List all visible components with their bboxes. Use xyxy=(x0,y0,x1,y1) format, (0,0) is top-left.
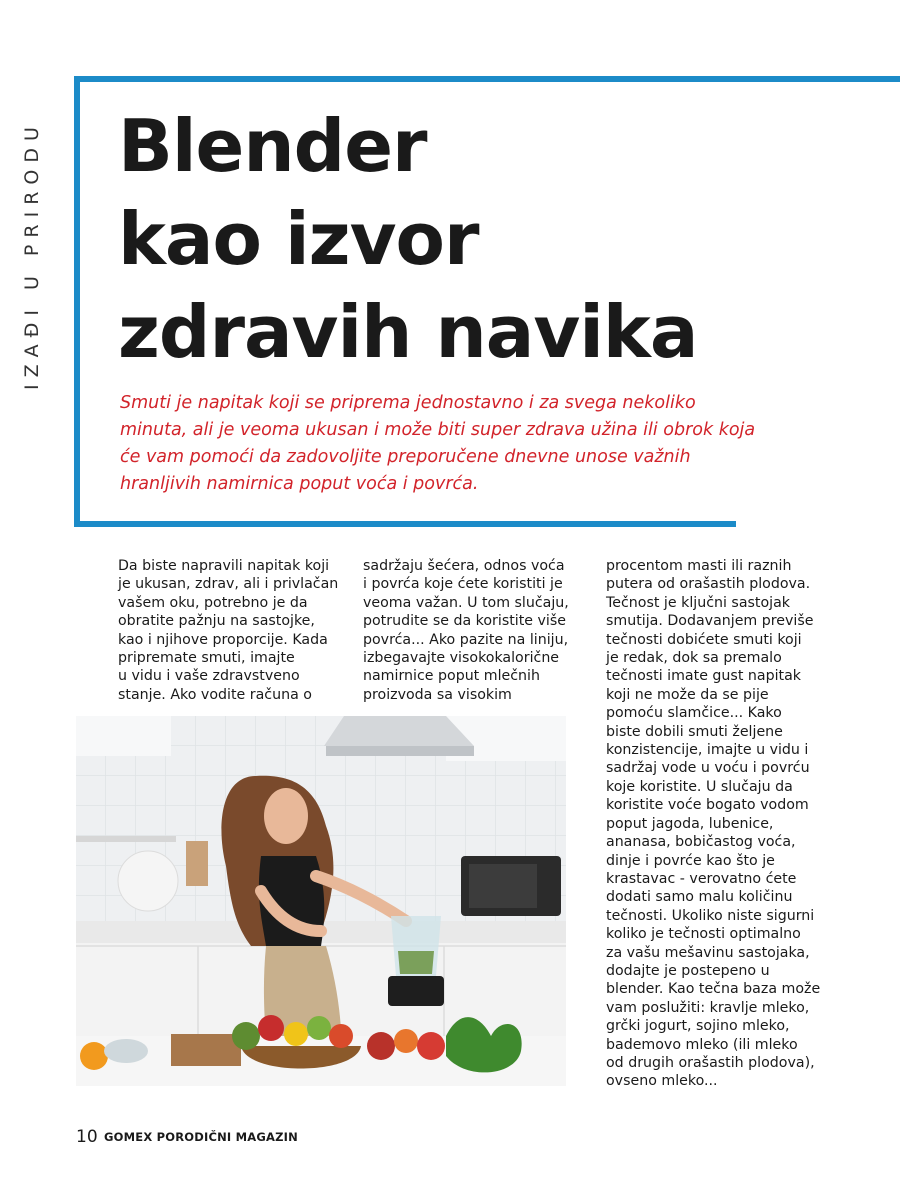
body-text-line: koje koristite. U slučaju da xyxy=(606,778,793,795)
body-text-line: ovseno mleko... xyxy=(606,1073,718,1090)
frame-top-bar xyxy=(74,76,900,82)
body-text-line: u vidu i vaše zdravstveno xyxy=(118,668,300,685)
body-text-line: biste dobili smuti željene xyxy=(606,723,783,740)
body-text-line: potrudite se da koristite više xyxy=(363,613,566,630)
body-text-line: povrća... Ako pazite na liniju, xyxy=(363,631,569,648)
body-text-line: proizvoda sa visokim xyxy=(363,686,512,703)
title-line: kao izvor xyxy=(118,197,479,281)
lead-paragraph: Smuti je napitak koji se priprema jednostavno i za svega nekoliko minuta, ali je veoma ukusan i može biti super zdrava užina ili obrok koja će vam pomoći da zadovoljite preporučene dnevne unose važnih hranljivih namirnica poput voća i povrća. xyxy=(120,393,756,494)
body-text-line: pripremate smuti, imajte xyxy=(118,650,295,667)
body-text-line: sadržaju šećera, odnos voća xyxy=(363,558,565,574)
body-text-line: sadržaj vode u voću i povrću xyxy=(606,760,810,777)
body-text-line: i povrća koje ćete koristiti je xyxy=(363,576,563,593)
body-text-line: krastavac - verovatno ćete xyxy=(606,870,797,887)
body-text-line: koristite voće bogato vodom xyxy=(606,797,809,814)
woman-blender-illustration xyxy=(76,716,566,1086)
title-line: zdravih navika xyxy=(118,290,698,374)
title-line: Blender xyxy=(118,104,427,188)
body-text-line: bademovo mleko (ili mleko xyxy=(606,1036,798,1053)
body-text-line: grčki jogurt, sojino mleko, xyxy=(606,1018,790,1035)
magazine-name: GOMEX PORODIČNI MAGAZIN xyxy=(104,1130,298,1144)
page-number: 10 xyxy=(76,1127,98,1147)
body-text-line: je redak, dok sa premalo xyxy=(606,650,782,667)
frame-bottom-bar xyxy=(74,521,736,527)
body-text-line: dinje i povrće kao što je xyxy=(606,852,775,869)
body-text-line: stanje. Ako vodite računa o xyxy=(118,686,312,703)
body-text-line: izbegavajte visokokalorične xyxy=(363,650,560,667)
body-text-line: koliko je tečnosti optimalno xyxy=(606,926,801,943)
body-text-line: tečnosti. Ukoliko niste sigurni xyxy=(606,907,815,924)
kitchen-photo xyxy=(76,716,566,1086)
text-column-2 xyxy=(363,557,569,704)
article-title xyxy=(118,100,878,379)
section-label: IZAĐI U PRIRODU xyxy=(21,120,43,390)
body-text-line: namirnice poput mlečnih xyxy=(363,668,540,685)
body-text-line: vam poslužiti: kravlje mleko, xyxy=(606,999,810,1016)
body-text-line: dodati samo malu količinu xyxy=(606,889,793,906)
body-text-line: dodajte je postepeno u xyxy=(606,962,770,979)
body-text-line: od drugih orašastih plodova), xyxy=(606,1054,815,1071)
text-column-3 xyxy=(606,557,820,1091)
body-text-line: procentom masti ili raznih xyxy=(606,558,792,574)
body-text-line: poput jagoda, lubenice, xyxy=(606,815,774,832)
text-column-1 xyxy=(118,557,338,704)
body-text-line: putera od orašastih plodova. xyxy=(606,576,811,593)
frame-left-bar xyxy=(74,76,80,527)
body-text-line: obratite pažnju na sastojke, xyxy=(118,613,315,630)
body-text-line: je ukusan, zdrav, ali i privlačan xyxy=(118,576,339,593)
body-text-line: koji ne može da se pije xyxy=(606,686,769,703)
body-text-line: tečnosti imate gust napitak xyxy=(606,668,801,685)
body-text-line: kao i njihove proporcije. Kada xyxy=(118,631,328,648)
body-text-line: Tečnost je ključni sastojak xyxy=(606,594,791,611)
body-text-line: pomoću slamčice... Kako xyxy=(606,705,782,722)
body-text-line: smutija. Dodavanjem previše xyxy=(606,613,814,630)
body-text-line: vašem oku, potrebno je da xyxy=(118,594,308,611)
body-text-line: ananasa, bobičastog voća, xyxy=(606,834,796,851)
body-text-line: Da biste napravili napitak koji xyxy=(118,558,330,574)
body-text-line: tečnosti dobićete smuti koji xyxy=(606,631,802,648)
body-text-line: za vašu mešavinu sastojaka, xyxy=(606,944,810,961)
body-text-line: veoma važan. U tom slučaju, xyxy=(363,594,569,611)
body-text-line: blender. Kao tečna baza može xyxy=(606,981,821,998)
body-text-line: konzistencije, imajte u vidu i xyxy=(606,742,809,759)
